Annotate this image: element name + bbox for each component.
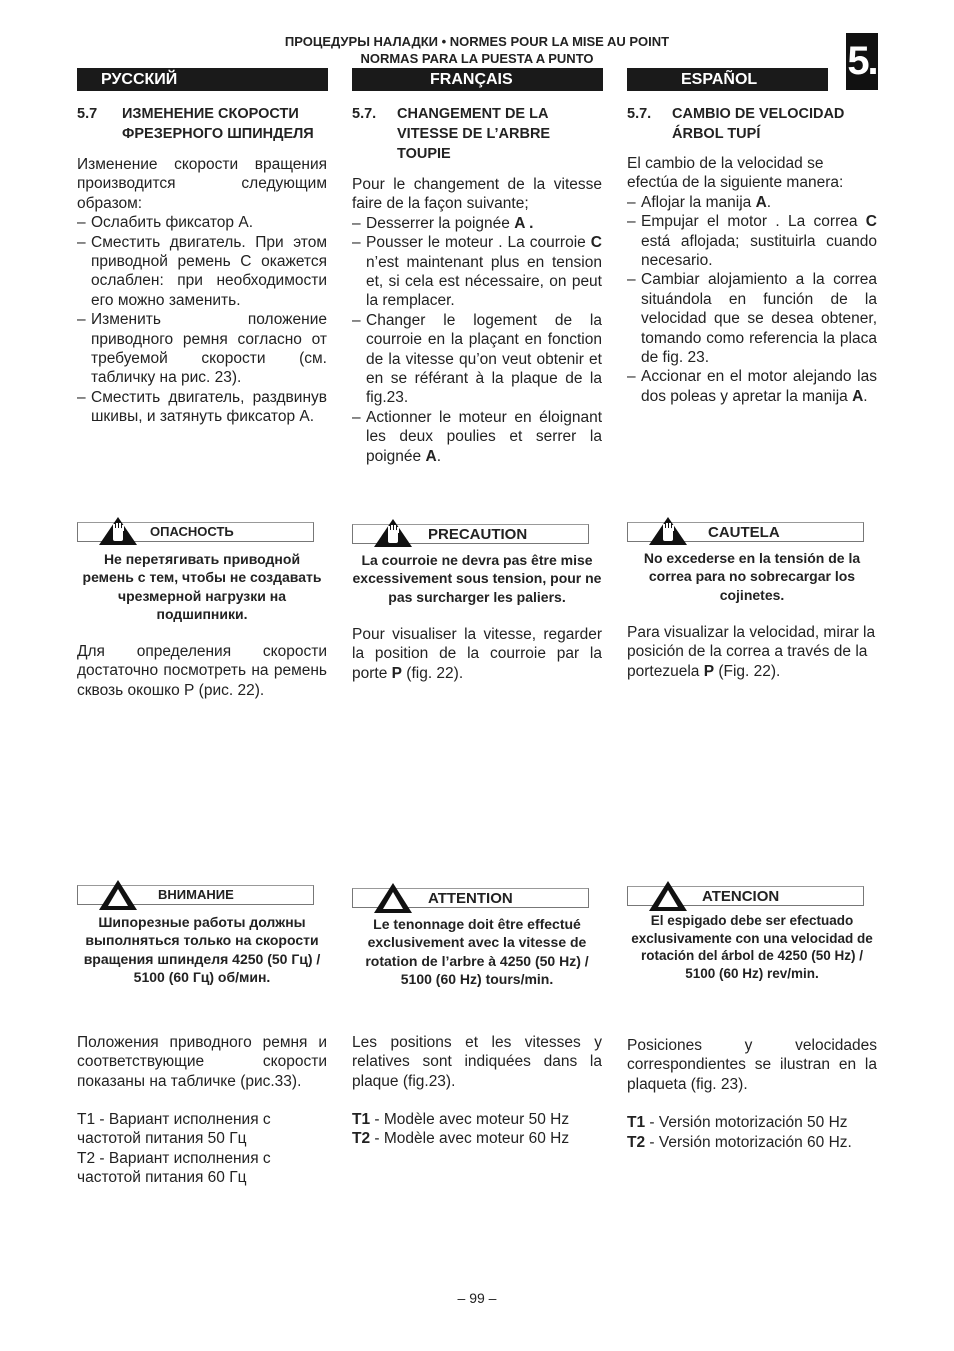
warning-label: ATTENTION [428, 890, 513, 907]
warning-label: ATENCION [702, 888, 780, 905]
intro-paragraph: Изменение скорости вращения производится следующим образом: [77, 156, 327, 212]
attention-text-ru: Шипорезные работы должны выполняться только на скорости вращения шпинделя 4250 (50 Гц) / 5100 (60 Гц) об/мин. [83, 914, 321, 985]
t2-line-es: T2 - Versión motorización 60 Hz. [627, 1134, 852, 1151]
warning-label: CAUTELA [708, 524, 780, 541]
section-fr [352, 104, 602, 466]
visual-paragraph-es: Para visualizar la velocidad, mirar la posición de la correa a través de la portezuela P (Fig. 22). [627, 624, 876, 680]
t1-line-fr: T1 - Modèle avec moteur 50 Hz [352, 1111, 570, 1128]
danger-hand-icon [648, 516, 688, 546]
precaution-box-fr [352, 524, 589, 544]
step-item: – Actionner le moteur en éloignant les deux poulies et serrer la poignée A. [352, 408, 602, 465]
header-line-2: NORMAS PARA LA PUESTA A PUNTO [360, 51, 594, 66]
visual-paragraph-ru: Для определения скорости достаточно посмотреть на ремень сквозь окошко Р (рис. 22). [77, 643, 327, 699]
section-number: 5.7. [352, 106, 377, 122]
lang-bar-russian: РУССКИЙ [77, 68, 328, 91]
step-item: – Empujar el motor . La correa C está aflojada; sustituirla cuando necesario. [627, 213, 877, 270]
step-item: – Accionar en el motor alejando las dos poleas y apretar la manija A. [627, 368, 877, 405]
danger-box-ru [77, 522, 314, 542]
step-item: – Сместить двигатель. При этом приводной ремень С окажется ослаблен: при необходимости его можно заменить. [77, 233, 327, 309]
step-item: – Changer le logement de la courroie en la plaçant en fonction de la vitesse qu’on veut obtenir et en se référant à la plaque de la fig.23. [352, 311, 602, 407]
section-number: 5.7 [77, 106, 98, 122]
step-item: – Сместить двигатель, раздвинув шкивы, и затянуть фиксатор А. [77, 388, 327, 426]
t1-line-ru: T1 - Вариант исполнения с частотой питания 50 Гц [77, 1111, 271, 1148]
t2-line-fr: T2 - Modèle avec moteur 60 Hz [352, 1130, 570, 1147]
chapter-badge: 5. [846, 33, 878, 90]
step-item: – Desserrer la poignée A . [352, 214, 534, 232]
attention-text-es: El espigado debe ser efectuado exclusivamente con una velocidad de rotación del árbol de 4250 (50 Hz) / 5100 (60 Hz) rev/min. [631, 913, 873, 981]
step-item: – Pousser le moteur . La courroie C n’est maintenant plus en tension et, si cela est nécessaire, on peut la remplacer. [352, 234, 602, 310]
visual-paragraph-fr: Pour visualiser la vitesse, regarder la position de la courroie par la porte P (fig. 22). [352, 626, 602, 682]
warning-label: ВНИМАНИЕ [158, 887, 234, 902]
intro-paragraph: Pour le changement de la vitesse faire de la façon suivante; [352, 176, 602, 213]
caution-text-es: No excederse en la tensión de la correa para no sobrecargar los cojinetes. [643, 550, 861, 603]
attention-text-fr: Le tenonnage doit être effectué exclusivement avec la vitesse de rotation de l’arbre à 4250 (50 Hz) / 5100 (60 Hz) tours/min. [365, 916, 589, 987]
header-line-1: ПРОЦЕДУРЫ НАЛАДКИ • NORMES POUR LA MISE AU POINT [284, 34, 670, 49]
danger-text-ru: Не перетягивать приводной ремень с тем, чтобы не создавать чрезмерной нагрузки на подшипники. [82, 551, 322, 622]
warning-triangle-icon [98, 879, 138, 911]
step-item: – Изменить положение приводного ремня согласно от требуемой скорости (см. табличку на рис. 23). [77, 311, 327, 387]
danger-hand-icon [98, 516, 138, 546]
section-title: CAMBIO DE VELOCIDAD ÁRBOL TUPÍ [672, 106, 845, 142]
attention-box-fr [352, 888, 589, 908]
step-item: – Ослабить фиксатор А. [77, 214, 254, 232]
lang-bar-spanish: ESPAÑOL [627, 68, 828, 91]
attention-box-es [627, 886, 864, 906]
section-title: CHANGEMENT DE LA VITESSE DE L’ARBRE TOUPIE [397, 106, 551, 162]
t1-line-es: T1 - Versión motorización 50 Hz [627, 1114, 848, 1131]
caution-box-es [627, 522, 864, 542]
section-title: ИЗМЕНЕНИЕ СКОРОСТИ ФРЕЗЕРНОГО ШПИНДЕЛЯ [122, 106, 314, 142]
warning-triangle-icon [648, 880, 688, 912]
positions-paragraph-ru: Положения приводного ремня и соответствующие скорости показаны на табличке (рис.33). [77, 1034, 327, 1090]
section-ru [77, 104, 327, 427]
positions-paragraph-fr: Les positions et les vitesses y relatives sont indiquées dans la plaque (fig.23). [352, 1034, 602, 1090]
attention-box-ru [77, 885, 314, 905]
warning-label: PRECAUTION [428, 526, 528, 543]
section-heading [627, 104, 877, 144]
warning-label: ОПАСНОСТЬ [150, 524, 234, 539]
intro-paragraph: El cambio de la velocidad se efectúa de la siguiente manera: [627, 155, 844, 192]
section-number: 5.7. [627, 106, 652, 122]
section-heading [77, 104, 327, 144]
section-es [627, 104, 877, 406]
step-item: – Cambiar alojamiento a la correa situándola en función de la velocidad que se desea obtener, tomando como referencia la placa de fig. 23. [627, 271, 877, 367]
positions-paragraph-es: Posiciones y velocidades correspondientes se ilustran en la plaqueta (fig. 23). [627, 1037, 877, 1093]
lang-bar-french: FRANÇAIS [352, 68, 603, 91]
t2-line-ru: T2 - Вариант исполнения с частотой питания 60 Гц [77, 1150, 271, 1187]
warning-triangle-icon [373, 882, 413, 914]
step-item: – Aflojar la manija A. [627, 193, 772, 211]
danger-hand-icon [373, 518, 413, 548]
section-heading [352, 104, 602, 164]
page-number: – 99 – [457, 1290, 497, 1306]
precaution-text-fr: La courroie ne devra pas être mise excessivement sous tension, pour ne pas surcharger les paliers. [352, 552, 602, 605]
